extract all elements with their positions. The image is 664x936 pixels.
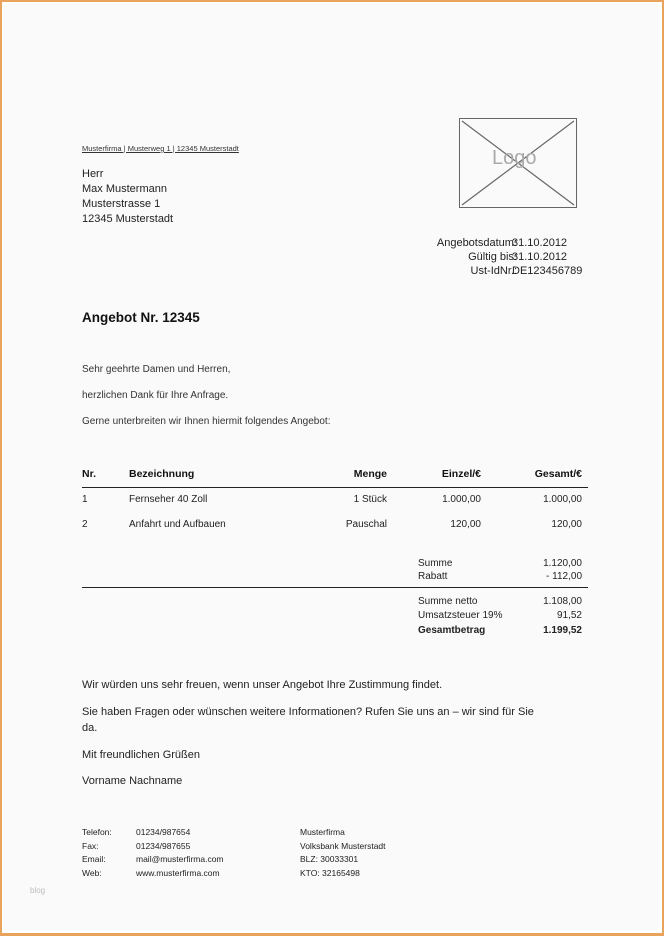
summary-rule: [82, 587, 588, 588]
col-header-nr: Nr.: [82, 468, 97, 480]
table-row-2-description: Anfahrt und Aufbauen: [129, 519, 226, 530]
table-row-2-quantity: Pauschal: [345, 519, 387, 530]
closing-line-1: Wir würden uns sehr freuen, wenn unser Angebot Ihre Zustimmung findet.: [82, 679, 443, 691]
col-header-total: Gesamt/€: [534, 468, 582, 480]
summary-net-label: Summe netto: [418, 596, 478, 607]
recipient-street: Musterstrasse 1: [82, 198, 161, 210]
summary-discount-value: - 112,00: [546, 571, 582, 582]
footer-bank: Volksbank Musterstadt: [300, 840, 386, 851]
footer-blz: BLZ: 30033301: [300, 854, 359, 864]
col-header-quantity: Menge: [353, 468, 387, 480]
closing-line-2b: da.: [82, 722, 98, 734]
footer-bank-info: [300, 826, 386, 880]
logo-text: Logo: [492, 147, 537, 169]
closing-line-2a: Sie haben Fragen oder wünschen weitere Informationen? Rufen Sie uns an – wir sind für Sie: [82, 706, 534, 718]
table-row-2-total: 120,00: [551, 519, 582, 530]
col-header-unit-price: Einzel/€: [441, 468, 481, 480]
closing-line-2: [82, 704, 534, 736]
table-row-2-nr: 2: [82, 519, 88, 530]
footer-fax: 01234/987655: [136, 840, 191, 851]
offer-date-value: 31.10.2012: [512, 237, 568, 249]
greeting: Sehr geehrte Damen und Herren,: [82, 364, 231, 375]
footer-fax-label: Fax:: [82, 840, 99, 851]
summary-sum-label: Summe: [418, 558, 453, 569]
summary-net-value: 1.108,00: [543, 596, 582, 607]
signature-name: Vorname Nachname: [82, 775, 183, 787]
vat-id-value: DE123456789: [512, 265, 583, 277]
offer-date-label: Angebotsdatum:: [436, 237, 517, 249]
summary-gross-value: 1.199,52: [543, 625, 582, 636]
closing-regards: Mit freundlichen Grüßen: [82, 749, 200, 761]
table-row-2-unit-price: 120,00: [450, 519, 481, 530]
logo-placeholder: [459, 118, 577, 208]
summary-tax-value: 91,52: [556, 610, 582, 621]
footer-contact-labels: [82, 826, 112, 880]
summary-discount-label: Rabatt: [418, 571, 448, 582]
table-row-1-unit-price: 1.000,00: [442, 494, 481, 505]
table-header-rule: [82, 487, 588, 488]
footer-phone: 01234/987654: [136, 827, 191, 837]
vat-id-label: Ust-IdNr.:: [470, 265, 517, 277]
offer-meta-labels: [420, 236, 517, 278]
table-row-1-total: 1.000,00: [543, 494, 582, 505]
table-row-1-description: Fernseher 40 Zoll: [129, 494, 208, 505]
table-row-1-nr: 1: [82, 494, 88, 505]
summary-gross-label: Gesamtbetrag: [418, 625, 486, 636]
footer-company: Musterfirma: [300, 827, 345, 837]
footer-contact-values: [136, 826, 224, 880]
footer-email-label: Email:: [82, 854, 106, 864]
footer-email: mail@musterfirma.com: [136, 854, 224, 864]
recipient-salutation: Herr: [82, 168, 104, 180]
summary-sum-value: 1.120,00: [543, 558, 582, 569]
col-header-description: Bezeichnung: [129, 468, 195, 480]
sender-line: Musterfirma | Musterweg 1 | 12345 Musterstadt: [82, 144, 239, 153]
footer-web-label: Web:: [82, 867, 102, 878]
footer-web: www.musterfirma.com: [136, 867, 220, 878]
valid-until-value: 31.10.2012: [512, 251, 568, 263]
recipient-address: [82, 167, 173, 227]
summary-tax-label: Umsatzsteuer 19%: [418, 610, 503, 621]
footer-phone-label: Telefon:: [82, 827, 112, 837]
offer-meta-values: [512, 236, 582, 278]
thanks-line: herzlichen Dank für Ihre Anfrage.: [82, 390, 229, 401]
recipient-name: Max Mustermann: [82, 183, 167, 195]
valid-until-label: Gültig bis:: [468, 251, 517, 263]
footer-kto: KTO: 32165498: [300, 867, 360, 878]
recipient-city: 12345 Musterstadt: [82, 213, 174, 225]
watermark-text: blog: [30, 886, 46, 895]
offer-title: Angebot Nr. 12345: [82, 310, 200, 325]
table-row-1-quantity: 1 Stück: [353, 494, 387, 505]
intro-line: Gerne unterbreiten wir Ihnen hiermit folgendes Angebot:: [82, 416, 331, 427]
